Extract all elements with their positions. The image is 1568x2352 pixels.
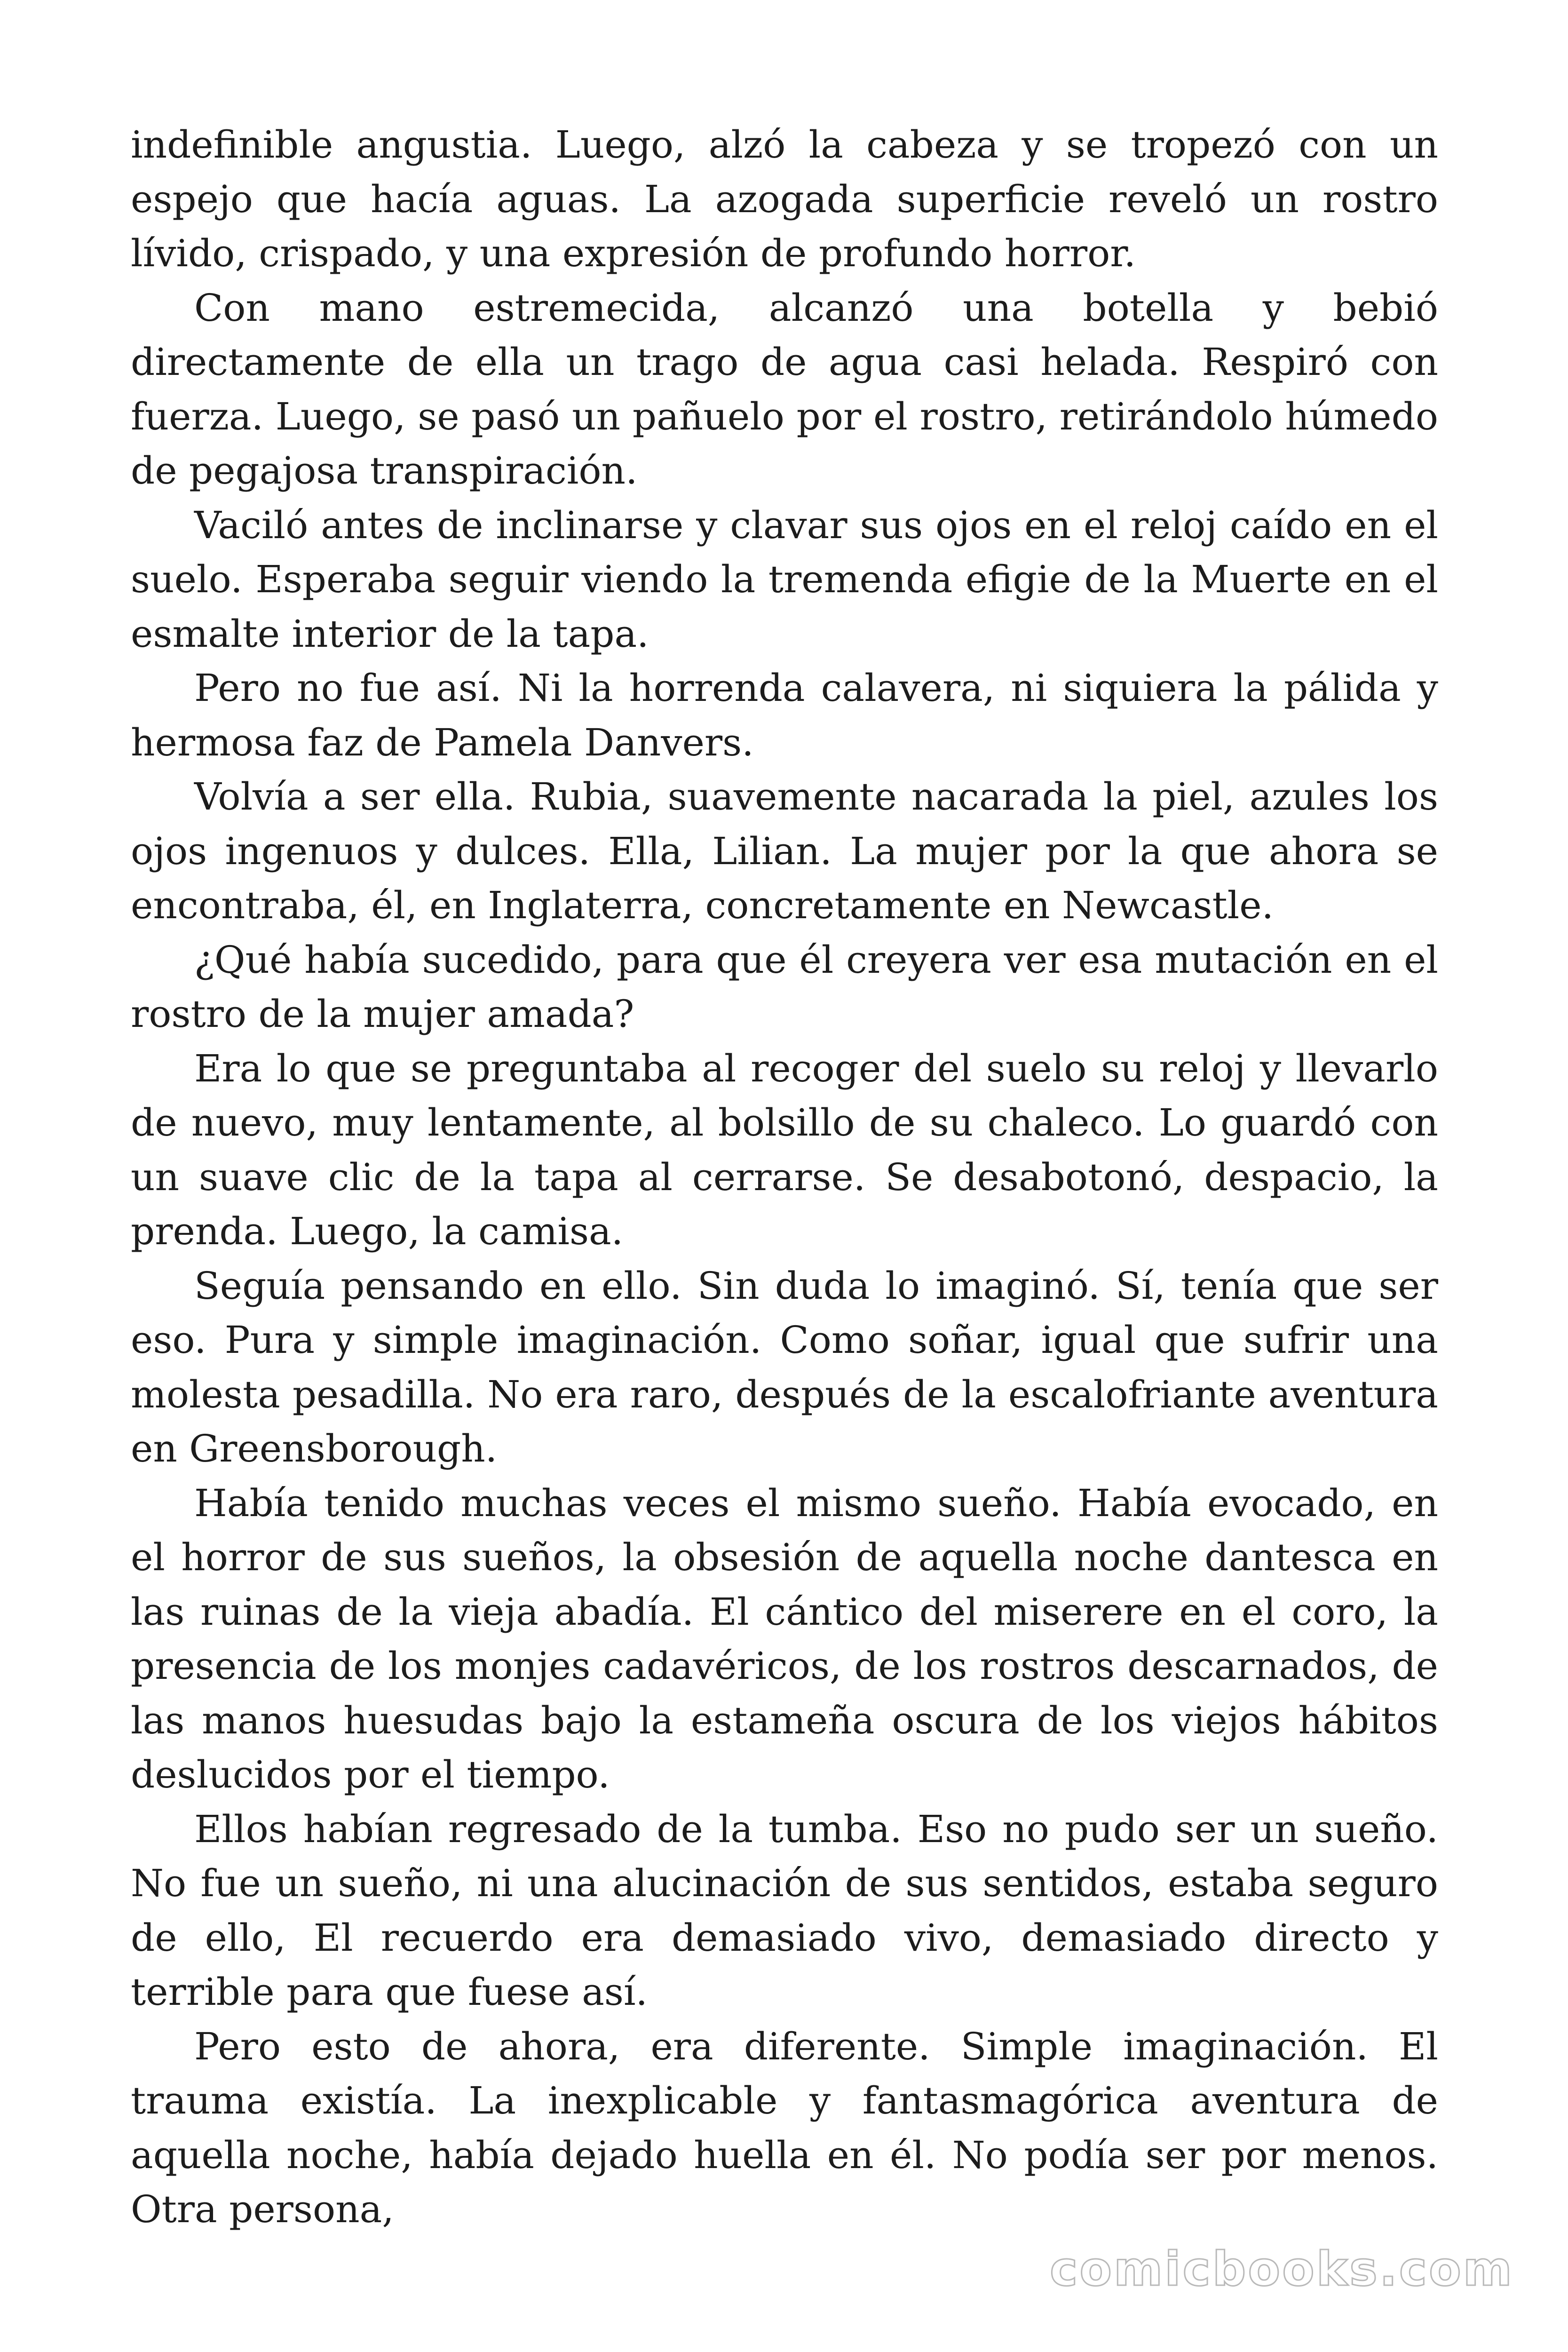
watermark-logo: comicbooks.com: [1050, 2241, 1514, 2296]
paragraph: ¿Qué había sucedido, para que él creyera ver esa mutación en el rostro de la mujer amada?: [131, 938, 1438, 1036]
paragraph: Era lo que se preguntaba al recoger del suelo su reloj y llevarlo de nuevo, muy lentamente, al bolsillo de su chaleco. Lo guardó con un suave clic de la tapa al cerrarse. Se desabotonó, despacio, la prenda. Luego, la camisa.: [131, 1046, 1438, 1253]
paragraph-continuation: indefinible angustia. Luego, alzó la cabeza y se tropezó con un espejo que hacía aguas. La azogada superficie reveló un rostro lívido, crispado, y una expresión de profundo horror.: [131, 123, 1438, 275]
paragraph: Volvía a ser ella. Rubia, suavemente nacarada la piel, azules los ojos ingenuos y dulces. Ella, Lilian. La mujer por la que ahora se encontraba, él, en Inglaterra, concretamente en Newcastle.: [131, 775, 1438, 927]
book-page: [131, 118, 1438, 2234]
paragraph-truncated: Pero esto de ahora, era diferente. Simple imaginación. El trauma existía. La inexplicable y fantasmagórica aventura de aquella noche, había dejado huella en él. No podía ser por menos. Otra persona,: [131, 2024, 1438, 2231]
paragraph: Con mano estremecida, alcanzó una botella y bebió directamente de ella un trago de agua casi helada. Respiró con fuerza. Luego, se pasó un pañuelo por el rostro, retirándolo húmedo de pegajosa transpiración.: [131, 286, 1438, 493]
paragraph: Seguía pensando en ello. Sin duda lo imaginó. Sí, tenía que ser eso. Pura y simple imaginación. Como soñar, igual que sufrir una molesta pesadilla. No era raro, después de la escalofriante aventura en Greensborough.: [131, 1263, 1438, 1470]
paragraph: Ellos habían regresado de la tumba. Eso no pudo ser un sueño. No fue un sueño, ni una alucinación de sus sentidos, estaba seguro de ello, El recuerdo era demasiado vivo, demasiado directo y terrible para que fuese así.: [131, 1807, 1438, 2014]
paragraph: Vaciló antes de inclinarse y clavar sus ojos en el reloj caído en el suelo. Esperaba seguir viendo la tremenda efigie de la Muerte en el esmalte interior de la tapa.: [131, 503, 1438, 656]
paragraph: Había tenido muchas veces el mismo sueño. Había evocado, en el horror de sus sueños, la obsesión de aquella noche dantesca en las ruinas de la vieja abadía. El cántico del miserere en el coro, la presencia de los monjes cadavéricos, de los rostros descarnados, de las manos huesudas bajo la estameña oscura de los viejos hábitos deslucidos por el tiempo.: [131, 1481, 1438, 1796]
paragraph: Pero no fue así. Ni la horrenda calavera, ni siquiera la pálida y hermosa faz de Pamela Danvers.: [131, 666, 1438, 764]
